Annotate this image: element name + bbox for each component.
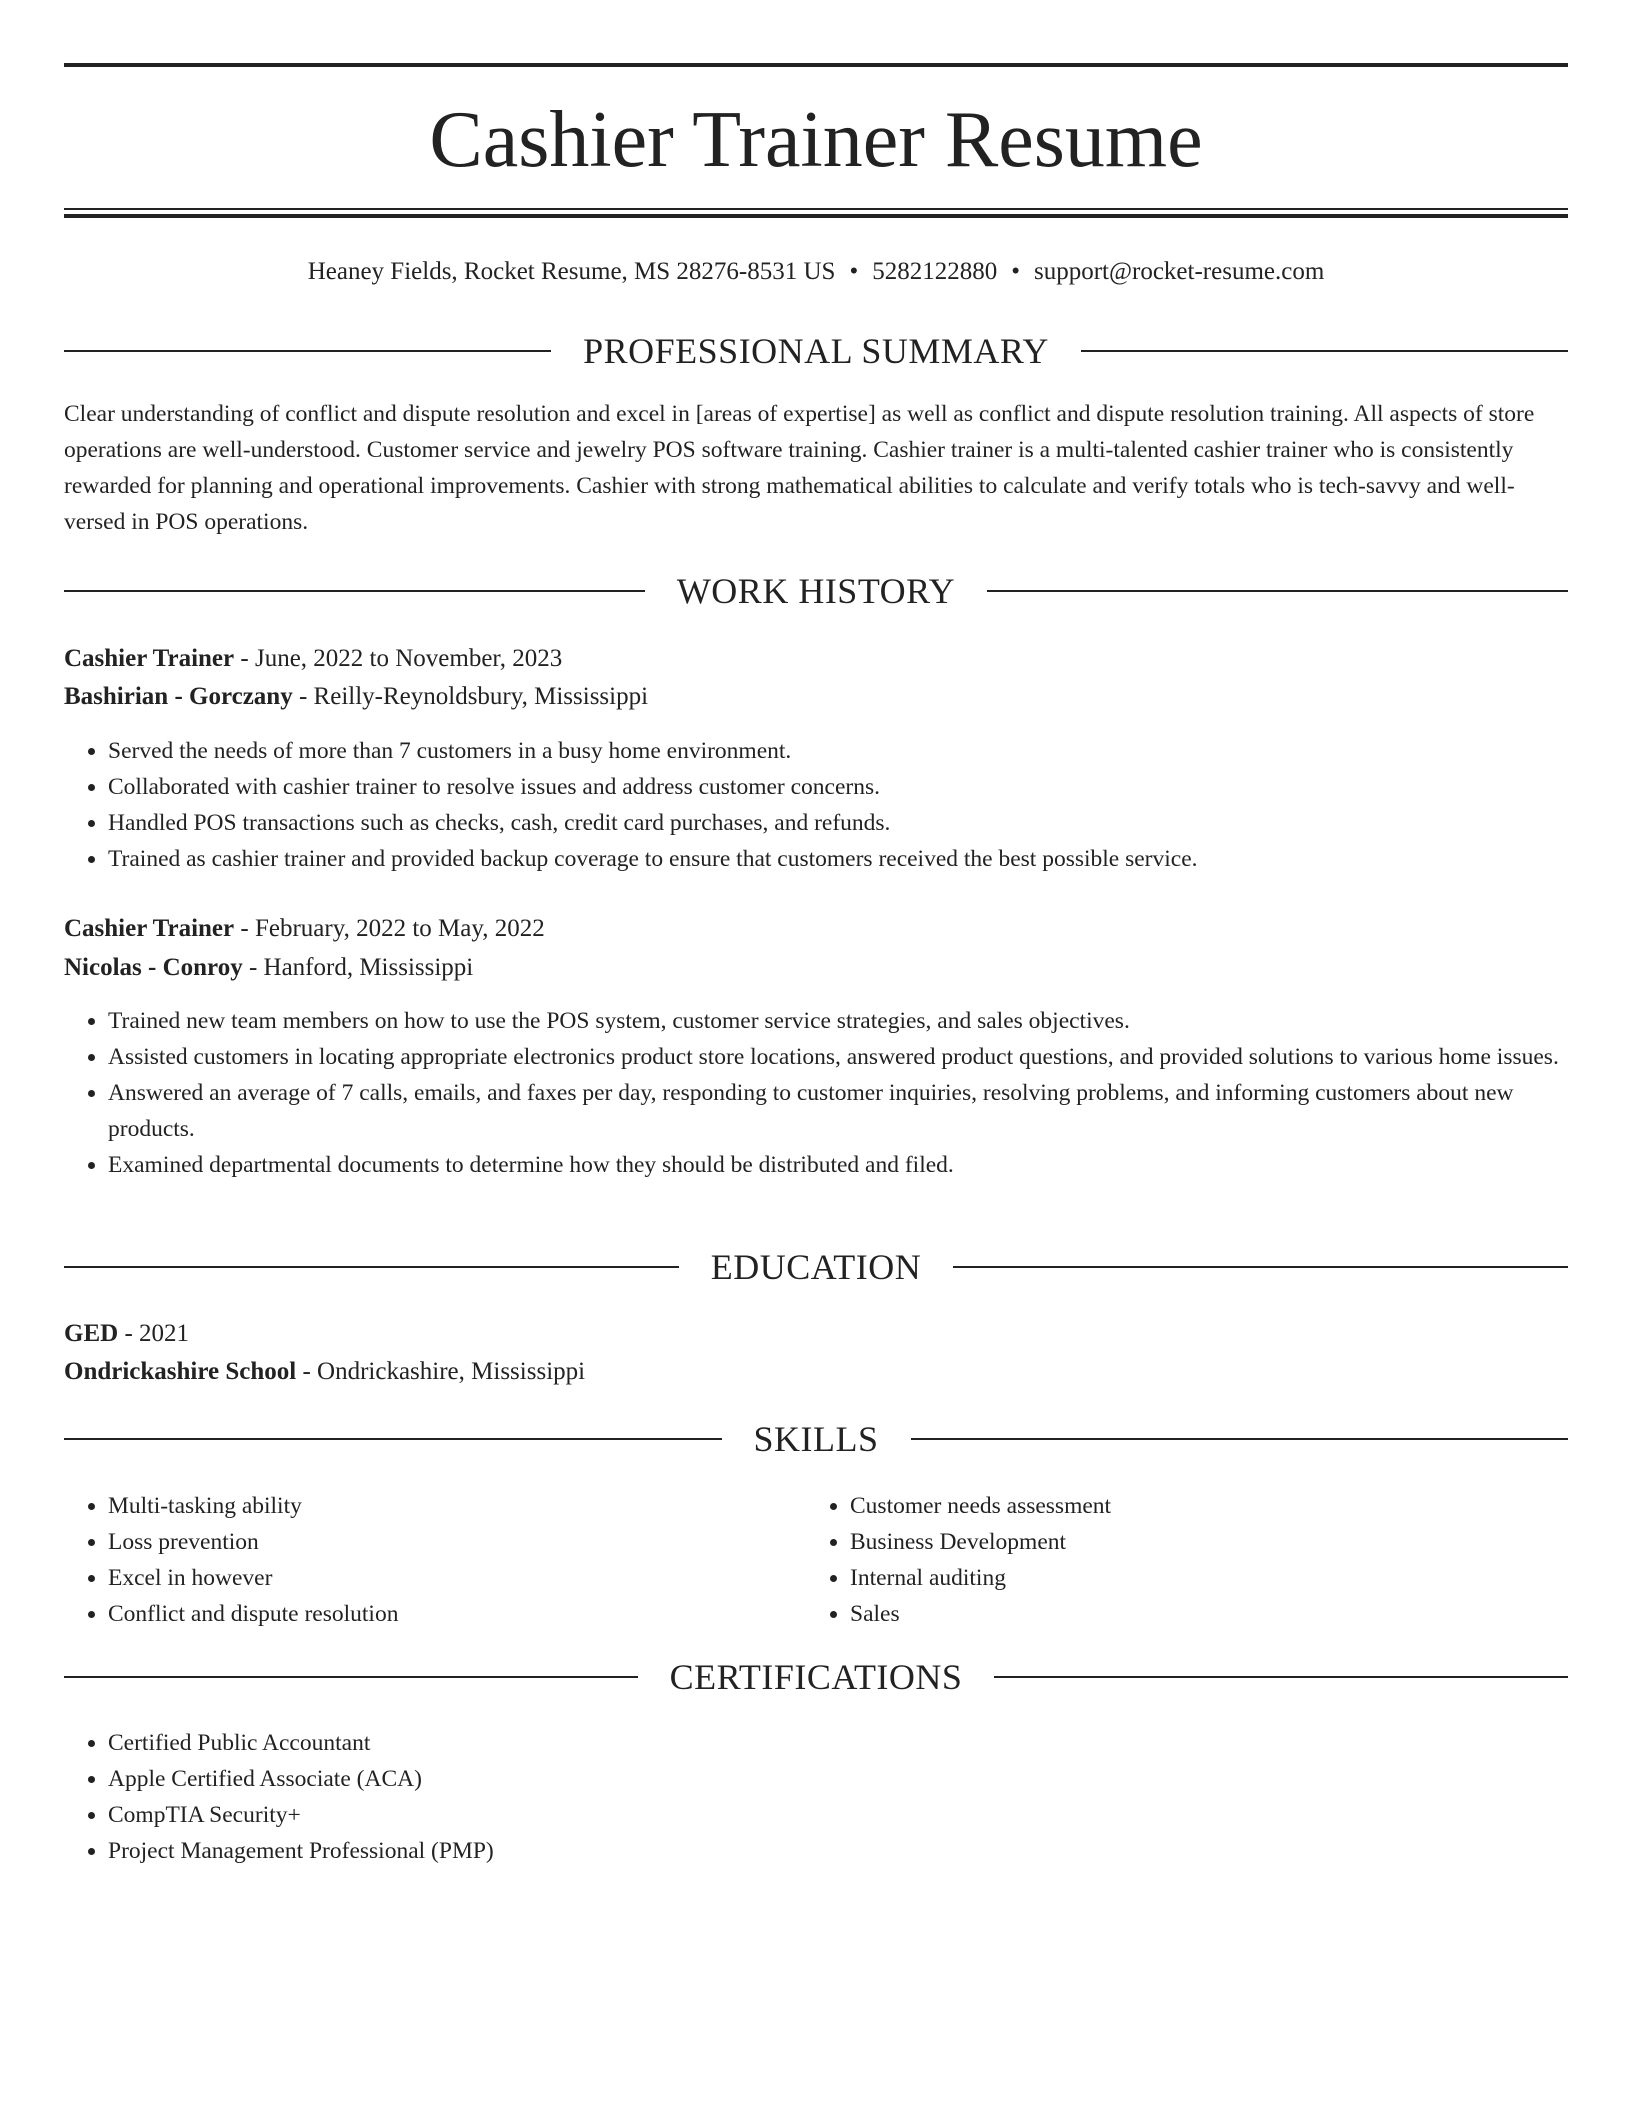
- skills-list-right: [806, 1488, 1490, 1632]
- job-bullets: [64, 1003, 1568, 1183]
- heading-rule: [64, 1266, 679, 1268]
- job-dates: - June, 2022 to November, 2023: [234, 645, 563, 672]
- list-item: • Served the needs of more than 7 customers in a busy home environment.: [108, 733, 1568, 769]
- list-item: • Multi-tasking ability: [108, 1488, 748, 1524]
- list-item: • Handled POS transactions such as checks, cash, credit card purchases, and refunds.: [108, 805, 1568, 841]
- heading-rule: [994, 1676, 1568, 1678]
- education-school-line: [64, 1354, 1568, 1390]
- contact-email: support@rocket-resume.com: [1033, 258, 1325, 285]
- list-item: • Excel in however: [108, 1560, 748, 1596]
- job-title: Cashier Trainer: [64, 645, 235, 672]
- heading-rule: [953, 1266, 1568, 1268]
- list-item: • Assisted customers in locating appropriate electronics product store locations, answered product questions, and provided solutions to various home issues.: [108, 1039, 1568, 1075]
- heading-rule: [1081, 350, 1568, 352]
- list-item: • Answered an average of 7 calls, emails, and faxes per day, responding to customer inquiries, resolving problems, and informing customers about new products.: [108, 1075, 1568, 1147]
- job-title: Cashier Trainer: [64, 915, 235, 942]
- job-title-line: [64, 911, 1568, 947]
- section-heading-work: [64, 569, 1568, 613]
- skills-list-left: [64, 1488, 748, 1632]
- section-heading-skills: [64, 1417, 1568, 1461]
- top-rule: [64, 63, 1568, 67]
- education-year: - 2021: [118, 1320, 190, 1347]
- heading-rule: [911, 1438, 1569, 1440]
- job-company-line: [64, 679, 1568, 715]
- education-location: - Ondrickashire, Mississippi: [296, 1358, 586, 1385]
- list-item: • Certified Public Accountant: [108, 1725, 1568, 1761]
- section-title: CERTIFICATIONS: [669, 1657, 963, 1697]
- list-item: • Internal auditing: [850, 1560, 1490, 1596]
- list-item: • Trained as cashier trainer and provided backup coverage to ensure that customers received the best possible service.: [108, 841, 1568, 877]
- job-location: - Hanford, Mississippi: [242, 954, 474, 981]
- education-degree-line: [64, 1316, 1568, 1352]
- section-heading-education: [64, 1245, 1568, 1289]
- contact-separator: •: [1011, 258, 1020, 285]
- job-title-line: [64, 641, 1568, 677]
- list-item: • Examined departmental documents to determine how they should be distributed and filed.: [108, 1147, 1568, 1183]
- section-heading-certifications: [64, 1655, 1568, 1699]
- job-company: Nicolas - Conroy: [64, 954, 243, 981]
- list-item: • Loss prevention: [108, 1524, 748, 1560]
- heading-rule: [64, 350, 551, 352]
- list-item: • Apple Certified Associate (ACA): [108, 1761, 1568, 1797]
- heading-rule: [64, 1438, 722, 1440]
- section-title: PROFESSIONAL SUMMARY: [583, 331, 1049, 371]
- list-item: • CompTIA Security+: [108, 1797, 1568, 1833]
- job-bullets: [64, 733, 1568, 877]
- section-title: EDUCATION: [710, 1247, 922, 1287]
- title-double-rule: [64, 208, 1568, 218]
- contact-phone: 5282122880: [872, 258, 998, 285]
- heading-rule: [64, 1676, 638, 1678]
- heading-rule: [64, 590, 645, 592]
- list-item: • Sales: [850, 1596, 1490, 1632]
- section-heading-summary: [64, 329, 1568, 373]
- heading-rule: [987, 590, 1568, 592]
- section-title: SKILLS: [753, 1419, 879, 1459]
- job-dates: - February, 2022 to May, 2022: [234, 915, 545, 942]
- job-location: - Reilly-Reynoldsbury, Mississippi: [292, 683, 649, 710]
- list-item: • Conflict and dispute resolution: [108, 1596, 748, 1632]
- job-company-line: [64, 950, 1568, 986]
- list-item: • Collaborated with cashier trainer to resolve issues and address customer concerns.: [108, 769, 1568, 805]
- list-item: • Trained new team members on how to use the POS system, customer service strategies, and sales objectives.: [108, 1003, 1568, 1039]
- section-title: WORK HISTORY: [676, 571, 956, 611]
- summary-text: Clear understanding of conflict and dispute resolution and excel in [areas of expertise] as well as conflict and dispute resolution training. All aspects of store operations are well-understood. Customer service and jewelry POS software training. Cashier trainer is a multi-talented cashier trainer who is consistently rewarded for planning and operational improvements. Cashier with strong mathematical abilities to calculate and verify totals who is tech-savvy and well-versed in POS operations.: [64, 401, 1535, 535]
- list-item: • Business Development: [850, 1524, 1490, 1560]
- education-school: Ondrickashire School: [64, 1358, 297, 1385]
- contact-separator: •: [849, 258, 859, 285]
- education-degree: GED: [64, 1320, 119, 1347]
- certifications-list: [64, 1725, 1568, 1869]
- list-item: • Project Management Professional (PMP): [108, 1833, 1568, 1869]
- contact-address: Heaney Fields, Rocket Resume, MS 28276-8531 US: [307, 258, 836, 285]
- job-company: Bashirian - Gorczany: [64, 683, 293, 710]
- list-item: • Customer needs assessment: [850, 1488, 1490, 1524]
- contact-line: [64, 254, 1568, 290]
- resume-title: Cashier Trainer Resume: [429, 96, 1203, 184]
